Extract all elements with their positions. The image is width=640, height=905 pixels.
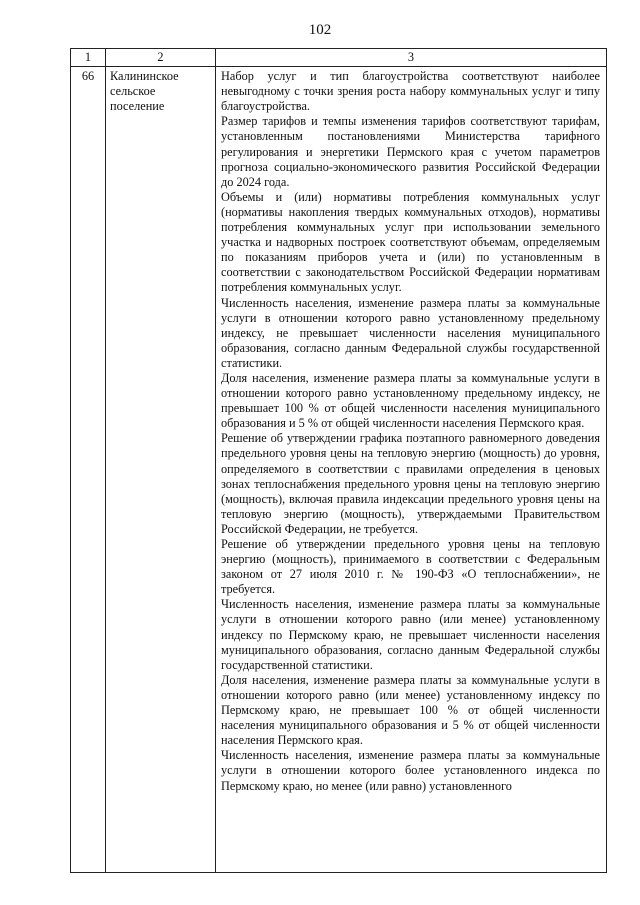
- paragraph: Численность населения, изменение размера платы за коммунальные услуги в отношении которого более установленного индекса по Пермскому краю, но менее (или равно) установленного: [221, 748, 600, 793]
- settlement-name: Калининское сельское поселение: [106, 67, 216, 873]
- paragraph: Объемы и (или) нормативы потребления коммунальных услуг (нормативы накопления твердых коммунальных отходов), нормативы потребления коммунальных услуг при использовании земельного участка и надворных построек соответствуют объемам, определяемым по показаниям приборов учета и (или) по установленным в соответствии с законодательством Российской Федерации нормативам потребления коммунальных услуг.: [221, 189, 600, 295]
- tariff-table: [70, 48, 607, 873]
- paragraph: Размер тарифов и темпы изменения тарифов соответствуют тарифам, установленным постановлениями Министерства тарифного регулирования и энергетики Пермского края с учетом параметров прогноза социально-экономического развития Российской Федерации до 2024 года.: [221, 114, 600, 189]
- paragraph: Набор услуг и тип благоустройства соответствуют наиболее невыгодному с точки зрения роста набору коммунальных услуг и типу благоустройства.: [221, 69, 600, 114]
- paragraph: Доля населения, изменение размера платы за коммунальные услуги в отношении которого равно (или менее) установленному индексу по Пермскому краю, не превышает 100 % от общей численности населения муниципального образования и 5 % от общей численности населения Пермского края.: [221, 672, 600, 748]
- paragraph: Решение об утверждении графика поэтапного равномерного доведения предельного уровня цены на тепловую энергию (мощность) до уровня, определяемого в соответствии с правилами определения в ценовых зонах теплоснабжения предельного уровня цены на тепловую энергию (мощность), включая правила индексации предельного уровня цены на тепловую энергию (мощность), утверждаемыми Правительством Российской Федерации, не требуется.: [221, 431, 600, 536]
- column-header-3: 3: [216, 49, 607, 67]
- paragraph: Численность населения, изменение размера платы за коммунальные услуги в отношении которого равно (или менее) установленному индексу по Пермскому краю, не превышает численности населения муниципального образования, согласно данным Федеральной службы государственной статистики.: [221, 597, 600, 672]
- paragraph: Численность населения, изменение размера платы за коммунальные услуги в отношении которого равно установленному предельному индексу, не превышает численности населения муниципального образования, согласно данным Федеральной службы государственной статистики.: [221, 295, 600, 370]
- row-number: 66: [71, 67, 106, 873]
- paragraph: Решение об утверждении предельного уровня цены на тепловую энергию (мощность), принимаемого в соответствии с Федеральным законом от 27 июля 2010 г. № 190-ФЗ «О теплоснабжении», не требуется.: [221, 537, 600, 597]
- table-row: [71, 67, 607, 873]
- paragraph: Доля населения, изменение размера платы за коммунальные услуги в отношении которого равно установленному предельному индексу, не превышает 100 % от общей численности населения муниципального образования и 5 % от общей численности населения Пермского края.: [221, 370, 600, 431]
- table-header-row: [71, 49, 607, 67]
- column-header-1: 1: [71, 49, 106, 67]
- page-number: 102: [308, 22, 332, 38]
- conditions-cell: [216, 67, 607, 873]
- column-header-2: 2: [106, 49, 216, 67]
